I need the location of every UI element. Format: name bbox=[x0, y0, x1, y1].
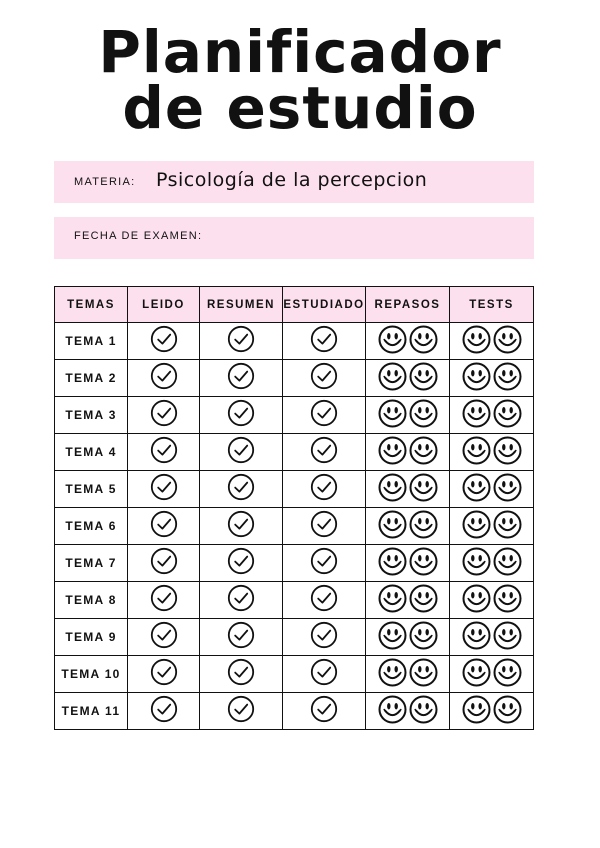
repasos-cell bbox=[366, 397, 450, 434]
leido-cell[interactable] bbox=[128, 471, 200, 508]
check-circle-icon[interactable] bbox=[150, 473, 178, 505]
repasos-cell bbox=[366, 582, 450, 619]
repasos-cell bbox=[366, 508, 450, 545]
header-leido: LEIDO bbox=[128, 287, 200, 323]
smiley-face-icon[interactable] bbox=[409, 621, 438, 654]
smiley-face-icon[interactable] bbox=[378, 547, 407, 580]
smiley-face-icon[interactable] bbox=[378, 510, 407, 543]
header-repasos: REPASOS bbox=[366, 287, 450, 323]
tema-label: TEMA 8 bbox=[55, 582, 128, 619]
check-circle-icon[interactable] bbox=[150, 658, 178, 690]
resumen-cell[interactable] bbox=[200, 323, 283, 360]
smiley-face-icon[interactable] bbox=[493, 436, 522, 469]
estudiado-cell[interactable] bbox=[283, 508, 366, 545]
table-row bbox=[55, 471, 534, 508]
repasos-cell bbox=[366, 619, 450, 656]
tests-cell bbox=[450, 360, 534, 397]
smiley-face-icon[interactable] bbox=[409, 325, 438, 358]
smiley-face-icon[interactable] bbox=[493, 510, 522, 543]
smiley-face-icon[interactable] bbox=[409, 547, 438, 580]
header-temas: TEMAS bbox=[55, 287, 128, 323]
smiley-face-icon[interactable] bbox=[378, 362, 407, 395]
fecha-examen-label: FECHA DE EXAMEN: bbox=[74, 230, 203, 242]
repasos-cell bbox=[366, 434, 450, 471]
tests-cell bbox=[450, 434, 534, 471]
smiley-face-icon[interactable] bbox=[409, 362, 438, 395]
check-circle-icon[interactable] bbox=[310, 473, 338, 505]
resumen-cell[interactable] bbox=[200, 397, 283, 434]
check-circle-icon[interactable] bbox=[310, 510, 338, 542]
resumen-cell[interactable] bbox=[200, 656, 283, 693]
tests-cell bbox=[450, 508, 534, 545]
leido-cell[interactable] bbox=[128, 397, 200, 434]
table-row bbox=[55, 656, 534, 693]
check-circle-icon[interactable] bbox=[310, 695, 338, 727]
tests-cell bbox=[450, 545, 534, 582]
tema-label: TEMA 4 bbox=[55, 434, 128, 471]
smiley-face-icon[interactable] bbox=[409, 436, 438, 469]
smiley-face-icon[interactable] bbox=[378, 473, 407, 506]
check-circle-icon[interactable] bbox=[227, 621, 255, 653]
check-circle-icon[interactable] bbox=[227, 695, 255, 727]
tema-label: TEMA 6 bbox=[55, 508, 128, 545]
estudiado-cell[interactable] bbox=[283, 360, 366, 397]
smiley-face-icon[interactable] bbox=[462, 547, 491, 580]
tests-cell bbox=[450, 323, 534, 360]
leido-cell[interactable] bbox=[128, 619, 200, 656]
check-circle-icon[interactable] bbox=[150, 325, 178, 357]
materia-band bbox=[54, 161, 534, 203]
smiley-face-icon[interactable] bbox=[409, 658, 438, 691]
check-circle-icon[interactable] bbox=[150, 362, 178, 394]
tema-label: TEMA 1 bbox=[55, 323, 128, 360]
repasos-cell bbox=[366, 471, 450, 508]
resumen-cell[interactable] bbox=[200, 471, 283, 508]
resumen-cell[interactable] bbox=[200, 434, 283, 471]
table-row bbox=[55, 582, 534, 619]
check-circle-icon[interactable] bbox=[227, 436, 255, 468]
smiley-face-icon[interactable] bbox=[409, 510, 438, 543]
resumen-cell[interactable] bbox=[200, 619, 283, 656]
smiley-face-icon[interactable] bbox=[493, 695, 522, 728]
smiley-face-icon[interactable] bbox=[462, 399, 491, 432]
estudiado-cell[interactable] bbox=[283, 323, 366, 360]
smiley-face-icon[interactable] bbox=[493, 473, 522, 506]
resumen-cell[interactable] bbox=[200, 508, 283, 545]
smiley-face-icon[interactable] bbox=[378, 695, 407, 728]
tema-label: TEMA 7 bbox=[55, 545, 128, 582]
table-row bbox=[55, 434, 534, 471]
tests-cell bbox=[450, 619, 534, 656]
smiley-face-icon[interactable] bbox=[378, 584, 407, 617]
smiley-face-icon[interactable] bbox=[493, 362, 522, 395]
check-circle-icon[interactable] bbox=[310, 399, 338, 431]
tests-cell bbox=[450, 693, 534, 730]
smiley-face-icon[interactable] bbox=[493, 584, 522, 617]
leido-cell[interactable] bbox=[128, 508, 200, 545]
page-title-line-2: de estudio bbox=[122, 74, 478, 142]
tests-cell bbox=[450, 582, 534, 619]
check-circle-icon[interactable] bbox=[310, 362, 338, 394]
check-circle-icon[interactable] bbox=[227, 362, 255, 394]
leido-cell[interactable] bbox=[128, 360, 200, 397]
check-circle-icon[interactable] bbox=[150, 436, 178, 468]
repasos-cell bbox=[366, 656, 450, 693]
tema-label: TEMA 3 bbox=[55, 397, 128, 434]
page-title-line-1: Planificador bbox=[98, 18, 502, 86]
estudiado-cell[interactable] bbox=[283, 693, 366, 730]
check-circle-icon[interactable] bbox=[227, 584, 255, 616]
check-circle-icon[interactable] bbox=[150, 399, 178, 431]
materia-label: MATERIA: bbox=[74, 176, 136, 188]
tests-cell bbox=[450, 471, 534, 508]
smiley-face-icon[interactable] bbox=[409, 399, 438, 432]
check-circle-icon[interactable] bbox=[150, 584, 178, 616]
check-circle-icon[interactable] bbox=[227, 658, 255, 690]
repasos-cell bbox=[366, 323, 450, 360]
table-row bbox=[55, 693, 534, 730]
repasos-cell bbox=[366, 693, 450, 730]
check-circle-icon[interactable] bbox=[227, 473, 255, 505]
smiley-face-icon[interactable] bbox=[378, 658, 407, 691]
smiley-face-icon[interactable] bbox=[409, 473, 438, 506]
header-tests: TESTS bbox=[450, 287, 534, 323]
check-circle-icon[interactable] bbox=[227, 325, 255, 357]
resumen-cell[interactable] bbox=[200, 582, 283, 619]
check-circle-icon[interactable] bbox=[310, 584, 338, 616]
check-circle-icon[interactable] bbox=[227, 510, 255, 542]
smiley-face-icon[interactable] bbox=[378, 325, 407, 358]
estudiado-cell[interactable] bbox=[283, 434, 366, 471]
smiley-face-icon[interactable] bbox=[462, 695, 491, 728]
materia-value[interactable]: Psicología de la percepcion bbox=[156, 169, 428, 191]
check-circle-icon[interactable] bbox=[227, 399, 255, 431]
resumen-cell[interactable] bbox=[200, 693, 283, 730]
smiley-face-icon[interactable] bbox=[462, 473, 491, 506]
check-circle-icon[interactable] bbox=[310, 547, 338, 579]
smiley-face-icon[interactable] bbox=[493, 658, 522, 691]
check-circle-icon[interactable] bbox=[310, 436, 338, 468]
table-row bbox=[55, 323, 534, 360]
smiley-face-icon[interactable] bbox=[378, 436, 407, 469]
tests-cell bbox=[450, 397, 534, 434]
header-estudiado: ESTUDIADO bbox=[283, 287, 366, 323]
check-circle-icon[interactable] bbox=[310, 325, 338, 357]
smiley-face-icon[interactable] bbox=[493, 325, 522, 358]
leido-cell[interactable] bbox=[128, 323, 200, 360]
table-header-row bbox=[55, 287, 534, 323]
smiley-face-icon[interactable] bbox=[378, 399, 407, 432]
repasos-cell bbox=[366, 360, 450, 397]
estudiado-cell[interactable] bbox=[283, 619, 366, 656]
table-row bbox=[55, 508, 534, 545]
check-circle-icon[interactable] bbox=[310, 621, 338, 653]
check-circle-icon[interactable] bbox=[310, 658, 338, 690]
table-row bbox=[55, 545, 534, 582]
smiley-face-icon[interactable] bbox=[462, 362, 491, 395]
smiley-face-icon[interactable] bbox=[462, 436, 491, 469]
table-row bbox=[55, 619, 534, 656]
smiley-face-icon[interactable] bbox=[462, 510, 491, 543]
fecha-examen-band bbox=[54, 217, 534, 259]
leido-cell[interactable] bbox=[128, 693, 200, 730]
check-circle-icon[interactable] bbox=[150, 510, 178, 542]
smiley-face-icon[interactable] bbox=[462, 658, 491, 691]
smiley-face-icon[interactable] bbox=[493, 547, 522, 580]
estudiado-cell[interactable] bbox=[283, 582, 366, 619]
smiley-face-icon[interactable] bbox=[493, 399, 522, 432]
smiley-face-icon[interactable] bbox=[378, 621, 407, 654]
check-circle-icon[interactable] bbox=[150, 621, 178, 653]
tema-label: TEMA 9 bbox=[55, 619, 128, 656]
leido-cell[interactable] bbox=[128, 582, 200, 619]
tests-cell bbox=[450, 656, 534, 693]
table-row bbox=[55, 397, 534, 434]
smiley-face-icon[interactable] bbox=[462, 621, 491, 654]
smiley-face-icon[interactable] bbox=[462, 325, 491, 358]
estudiado-cell[interactable] bbox=[283, 545, 366, 582]
table-row bbox=[55, 360, 534, 397]
leido-cell[interactable] bbox=[128, 545, 200, 582]
header-resumen: RESUMEN bbox=[200, 287, 283, 323]
check-circle-icon[interactable] bbox=[150, 695, 178, 727]
leido-cell[interactable] bbox=[128, 434, 200, 471]
check-circle-icon[interactable] bbox=[227, 547, 255, 579]
smiley-face-icon[interactable] bbox=[462, 584, 491, 617]
resumen-cell[interactable] bbox=[200, 545, 283, 582]
resumen-cell[interactable] bbox=[200, 360, 283, 397]
tema-label: TEMA 11 bbox=[55, 693, 128, 730]
tema-label: TEMA 5 bbox=[55, 471, 128, 508]
tema-label: TEMA 10 bbox=[55, 656, 128, 693]
repasos-cell bbox=[366, 545, 450, 582]
estudiado-cell[interactable] bbox=[283, 471, 366, 508]
estudiado-cell[interactable] bbox=[283, 656, 366, 693]
leido-cell[interactable] bbox=[128, 656, 200, 693]
study-table bbox=[54, 286, 534, 730]
tema-label: TEMA 2 bbox=[55, 360, 128, 397]
smiley-face-icon[interactable] bbox=[409, 695, 438, 728]
smiley-face-icon[interactable] bbox=[493, 621, 522, 654]
smiley-face-icon[interactable] bbox=[409, 584, 438, 617]
check-circle-icon[interactable] bbox=[150, 547, 178, 579]
estudiado-cell[interactable] bbox=[283, 397, 366, 434]
